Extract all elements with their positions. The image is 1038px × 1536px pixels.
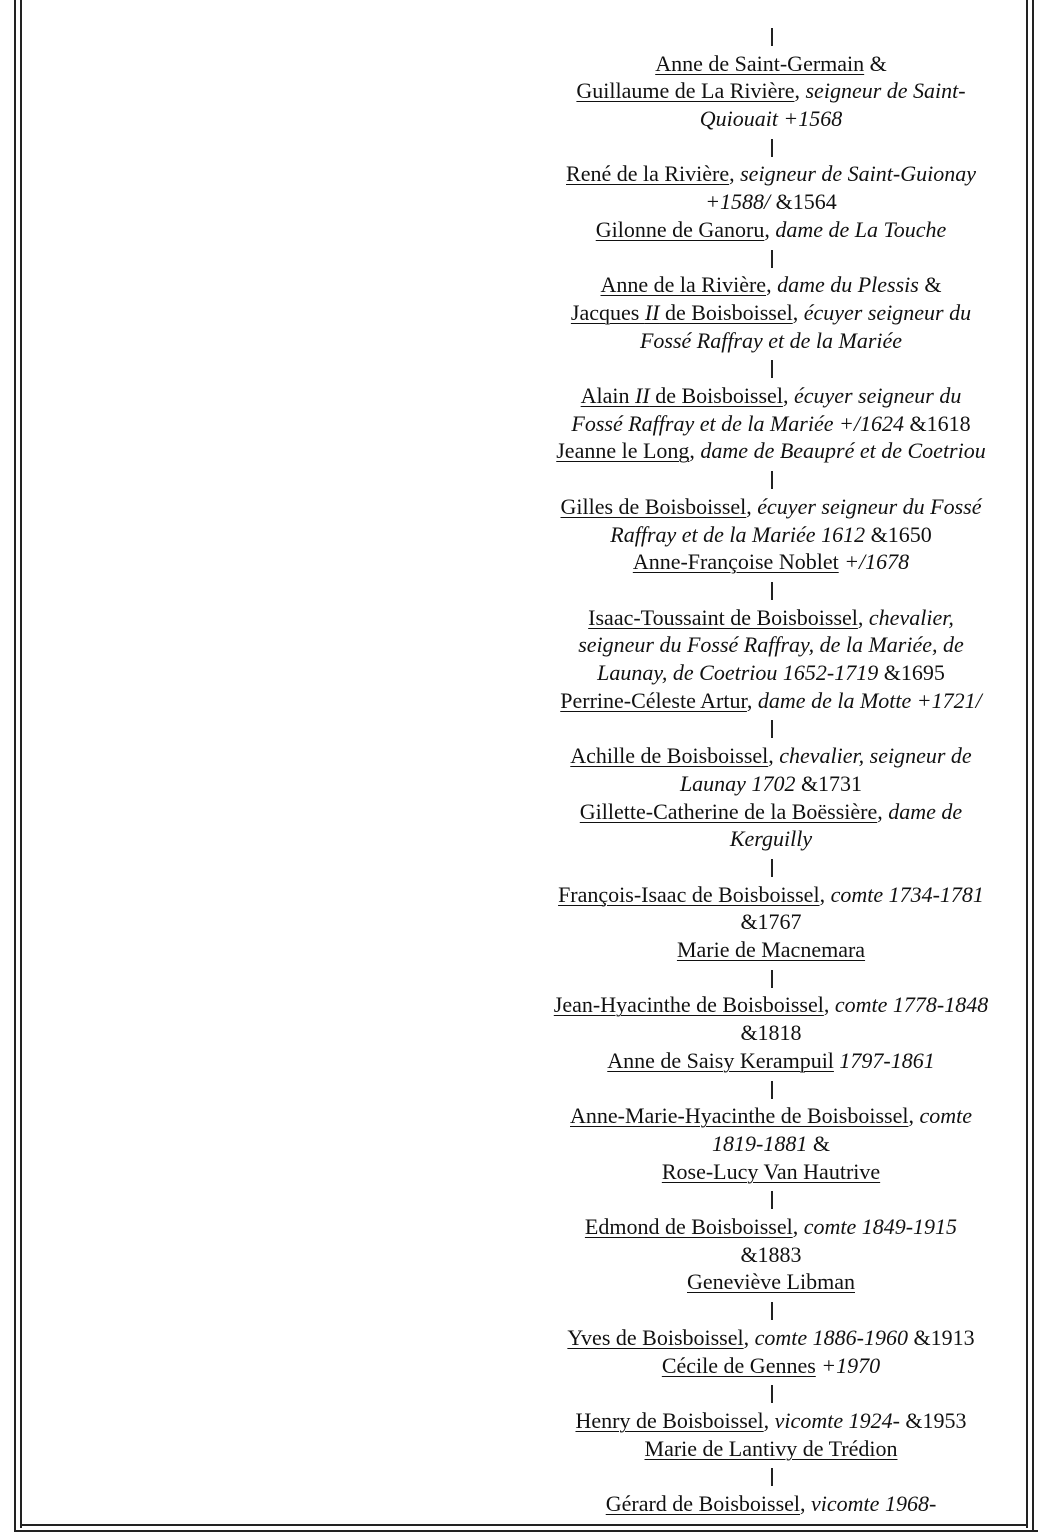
- person-name: Perrine-Céleste Artur: [560, 687, 747, 713]
- person-name: Anne de la Rivière: [600, 272, 767, 298]
- title-dates: comte 1734-1781: [830, 881, 984, 907]
- lineage-connector: [520, 354, 1022, 382]
- lineage-connector: [520, 1379, 1022, 1407]
- marriage-mark: &: [918, 272, 942, 298]
- title-dates: seigneur de Saint-: [805, 78, 966, 104]
- title-dates: Fossé Raffray et de la Mariée: [639, 327, 903, 353]
- person-name: Anne-Marie-Hyacinthe de Boisboissel: [570, 1103, 909, 1129]
- person-name: Geneviève Libman: [687, 1269, 855, 1295]
- genealogy-lineage-column: [520, 22, 1022, 1518]
- entry-line: [520, 1158, 1022, 1186]
- person-name: François-Isaac de Boisboissel: [558, 881, 820, 907]
- entry-line: [520, 825, 1022, 853]
- lineage-connector: [520, 964, 1022, 992]
- lineage-connector: [520, 714, 1022, 742]
- entry-line: [520, 1324, 1022, 1352]
- marriage-mark: ,: [766, 272, 778, 298]
- marriage-mark: ,: [746, 687, 758, 713]
- entry-line: [520, 1047, 1022, 1075]
- generation-entry: [520, 991, 1022, 1074]
- entry-line: [520, 687, 1022, 715]
- title-dates: comte 1849-1915: [803, 1214, 958, 1240]
- generation-entry: [520, 1102, 1022, 1185]
- person-name: Marie de Lantivy de Trédion: [644, 1435, 898, 1461]
- marriage-mark: ,: [823, 992, 835, 1018]
- title-dates: +1588/: [705, 189, 771, 215]
- marriage-mark: &1767: [740, 909, 802, 935]
- person-name: Anne-Françoise Noblet: [632, 549, 839, 575]
- person-name: Isaac-Toussaint de Boisboissel: [588, 604, 858, 630]
- title-dates: dame de La Touche: [775, 216, 947, 242]
- generation-entry: [520, 881, 1022, 964]
- marriage-mark: &1913: [907, 1324, 975, 1350]
- marriage-mark: &1731: [795, 770, 863, 796]
- title-dates: seigneur du Fossé Raffray, de la Mariée, de: [578, 632, 964, 658]
- title-dates: Launay 1702: [679, 770, 796, 796]
- title-dates: Raffray et de la Mariée 1612: [610, 521, 866, 547]
- person-name: II: [644, 299, 660, 325]
- entry-line: [520, 798, 1022, 826]
- marriage-mark: &: [864, 50, 887, 76]
- person-name: Gérard de Boisboissel: [605, 1491, 801, 1517]
- page-border-bottom-inner: [20, 1524, 1028, 1526]
- title-dates: dame de Beaupré et de Coetriou: [700, 438, 986, 464]
- entry-line: [520, 881, 1022, 909]
- title-dates: chevalier,: [868, 604, 954, 630]
- lineage-connector: [520, 1296, 1022, 1324]
- person-name: II: [635, 383, 650, 409]
- marriage-mark: ,: [729, 161, 741, 187]
- title-dates: seigneur de Saint-Guionay: [740, 161, 976, 187]
- title-dates: 1797-1861: [839, 1047, 935, 1073]
- person-name: Alain: [580, 383, 636, 409]
- person-name: Gillette-Catherine de la Boëssière: [579, 798, 878, 824]
- lineage-connector: [520, 22, 1022, 50]
- person-name: Cécile de Gennes: [661, 1352, 816, 1378]
- entry-line: [520, 271, 1022, 299]
- generation-entry: [520, 742, 1022, 853]
- entry-line: [520, 1407, 1022, 1435]
- page-border-right-outer: [1032, 0, 1034, 1532]
- person-name: Achille de Boisboissel: [570, 743, 769, 769]
- entry-line: [520, 382, 1022, 410]
- title-dates: Kerguilly: [729, 826, 813, 852]
- entry-line: [520, 1352, 1022, 1380]
- title-dates: Launay, de Coetriou 1652-1719: [597, 660, 879, 686]
- generation-entry: [520, 1213, 1022, 1296]
- entry-line: [520, 936, 1022, 964]
- marriage-mark: ,: [768, 743, 780, 769]
- entry-line: [520, 77, 1022, 105]
- person-name: Henry de Boisboissel: [575, 1407, 764, 1433]
- generation-entry: [520, 271, 1022, 354]
- title-dates: comte 1886-1960: [754, 1324, 908, 1350]
- marriage-mark: &1883: [740, 1241, 802, 1267]
- generation-entry: [520, 1407, 1022, 1462]
- title-dates: dame de la Motte +1721/: [757, 687, 982, 713]
- entry-line: [520, 991, 1022, 1019]
- title-dates: dame du Plessis: [777, 272, 919, 298]
- entry-line: [520, 1435, 1022, 1463]
- lineage-connector: [520, 1075, 1022, 1103]
- marriage-mark: ,: [746, 493, 758, 519]
- person-name: de Boisboissel: [659, 299, 793, 325]
- generation-entry: [520, 1324, 1022, 1379]
- marriage-mark: ,: [877, 798, 889, 824]
- entry-line: [520, 1241, 1022, 1269]
- lineage-connector: [520, 244, 1022, 272]
- entry-line: [520, 493, 1022, 521]
- entry-line: [520, 548, 1022, 576]
- marriage-mark: ,: [792, 299, 804, 325]
- generation-entry: [520, 50, 1022, 133]
- entry-line: [520, 105, 1022, 133]
- page-border-left-outer: [14, 0, 16, 1532]
- entry-line: [520, 1213, 1022, 1241]
- entry-line: [520, 437, 1022, 465]
- page-border-bottom-outer: [14, 1530, 1038, 1532]
- entry-line: [520, 659, 1022, 687]
- entry-line: [520, 299, 1022, 327]
- entry-line: [520, 604, 1022, 632]
- title-dates: dame de: [888, 798, 963, 824]
- page-border-left-inner: [20, 0, 22, 1528]
- marriage-mark: ,: [857, 604, 869, 630]
- title-dates: vicomte 1968-: [811, 1491, 937, 1517]
- title-dates: Quiouait +1568: [699, 106, 843, 132]
- generation-entry: [520, 604, 1022, 715]
- entry-line: [520, 327, 1022, 355]
- person-name: Edmond de Boisboissel: [584, 1214, 793, 1240]
- person-name: Jeanne le Long: [556, 438, 690, 464]
- entry-line: [520, 1130, 1022, 1158]
- title-dates: comte: [919, 1103, 972, 1129]
- generation-entry: [520, 493, 1022, 576]
- entry-line: [520, 1490, 1022, 1518]
- entry-line: [520, 410, 1022, 438]
- lineage-connector: [520, 576, 1022, 604]
- person-name: Yves de Boisboissel: [567, 1324, 744, 1350]
- person-name: Anne de Saisy Kerampuil: [607, 1047, 834, 1073]
- marriage-mark: ,: [800, 1491, 812, 1517]
- entry-line: [520, 160, 1022, 188]
- title-dates: vicomte 1924-: [774, 1407, 900, 1433]
- person-name: Gilles de Boisboissel: [560, 493, 747, 519]
- title-dates: écuyer seigneur du: [793, 383, 962, 409]
- marriage-mark: ,: [689, 438, 701, 464]
- lineage-connector: [520, 1462, 1022, 1490]
- entry-line: [520, 631, 1022, 659]
- lineage-connector: [520, 465, 1022, 493]
- lineage-connector: [520, 853, 1022, 881]
- entry-line: [520, 742, 1022, 770]
- marriage-mark: &1618: [903, 410, 971, 436]
- marriage-mark: &1564: [770, 189, 837, 215]
- marriage-mark: ,: [782, 383, 794, 409]
- entry-line: [520, 50, 1022, 78]
- marriage-mark: &1695: [878, 660, 945, 686]
- person-name: Gilonne de Ganoru: [595, 216, 765, 242]
- page-border-right-inner: [1026, 0, 1028, 1528]
- marriage-mark: ,: [794, 78, 806, 104]
- entry-line: [520, 1019, 1022, 1047]
- entry-line: [520, 908, 1022, 936]
- marriage-mark: ,: [763, 1407, 775, 1433]
- marriage-mark: ,: [764, 216, 776, 242]
- title-dates: écuyer seigneur du Fossé: [757, 493, 982, 519]
- title-dates: écuyer seigneur du: [803, 299, 972, 325]
- person-name: de Boisboissel: [649, 383, 783, 409]
- title-dates: chevalier, seigneur de: [779, 743, 972, 769]
- title-dates: comte 1778-1848: [834, 992, 989, 1018]
- title-dates: +1970: [821, 1352, 881, 1378]
- lineage-connector: [520, 133, 1022, 161]
- marriage-mark: ,: [743, 1324, 755, 1350]
- entry-line: [520, 770, 1022, 798]
- entry-line: [520, 188, 1022, 216]
- person-name: Anne de Saint-Germain: [655, 50, 865, 76]
- entry-line: [520, 1268, 1022, 1296]
- person-name: Guillaume de La Rivière: [576, 78, 795, 104]
- entry-line: [520, 216, 1022, 244]
- marriage-mark: ,: [908, 1103, 920, 1129]
- marriage-mark: &: [807, 1130, 830, 1156]
- person-name: Rose-Lucy Van Hautrive: [661, 1158, 881, 1184]
- generation-entry: [520, 1490, 1022, 1518]
- lineage-connector: [520, 1185, 1022, 1213]
- marriage-mark: &1953: [899, 1407, 967, 1433]
- generation-entry: [520, 382, 1022, 465]
- generation-entry: [520, 160, 1022, 243]
- person-name: Marie de Macnemara: [676, 937, 866, 963]
- entry-line: [520, 521, 1022, 549]
- marriage-mark: ,: [792, 1214, 804, 1240]
- marriage-mark: ,: [819, 881, 831, 907]
- title-dates: Fossé Raffray et de la Mariée +/1624: [571, 410, 904, 436]
- title-dates: 1819-1881: [712, 1130, 808, 1156]
- person-name: Jean-Hyacinthe de Boisboissel: [553, 992, 824, 1018]
- person-name: René de la Rivière: [566, 161, 730, 187]
- person-name: Jacques: [570, 299, 645, 325]
- marriage-mark: &1818: [740, 1020, 802, 1046]
- entry-line: [520, 1102, 1022, 1130]
- marriage-mark: &1650: [865, 521, 932, 547]
- title-dates: +/1678: [844, 549, 910, 575]
